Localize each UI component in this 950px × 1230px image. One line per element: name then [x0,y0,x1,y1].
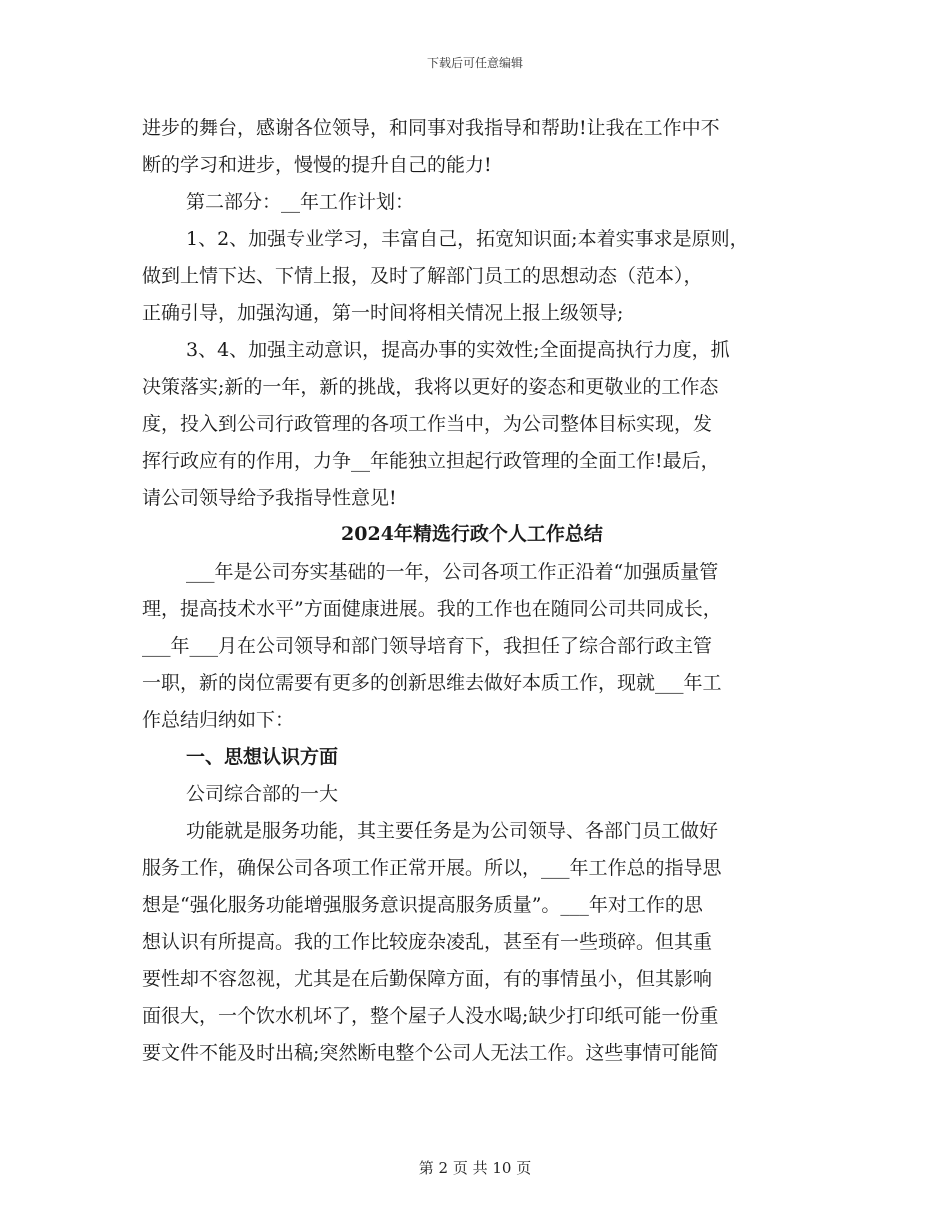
page-header-note: 下载后可任意编辑 [426,56,523,70]
text-line: 一职，新的岗位需要有更多的创新思维去做好本质工作，现就___年工 [142,672,722,694]
text-line: 请公司领导给予我指导性意见! [142,487,397,509]
text-line: 决策落实;新的一年，新的挑战，我将以更好的姿态和更敬业的工作态 [142,376,719,398]
subsection-heading: 一、思想认识方面 [186,746,339,768]
section-heading: 第二部分：__年工作计划： [186,191,415,213]
text-line: 进步的舞台，感谢各位领导，和同事对我指导和帮助!让我在工作中不 [142,117,720,139]
text-line: 面很大，一个饮水机坏了，整个屋子人没水喝;缺少打印纸可能一份重 [142,1005,719,1027]
text-line: 度，投入到公司行政管理的各项工作当中，为公司整体目标实现，发 [142,413,713,435]
document-title: 2024年精选行政个人工作总结 [341,523,603,545]
text-line: 做到上情下达、下情上报，及时了解部门员工的思想动态（范本）， [142,265,703,287]
text-line: 断的学习和进步，慢慢的提升自己的能力! [142,154,492,176]
page-number-footer: 第 2 页 共 10 页 [418,1159,532,1177]
text-line: ___年___月在公司领导和部门领导培育下，我担任了综合部行政主管 [142,635,713,657]
text-line: 要文件不能及时出稿;突然断电整个公司人无法工作。这些事情可能简 [142,1042,719,1064]
text-line: 服务工作，确保公司各项工作正常开展。所以，___年工作总的指导思 [142,857,722,879]
text-line: 挥行政应有的作用，力争__年能独立担起行政管理的全面工作!最后， [142,450,720,472]
text-line: 想是“强化服务功能增强服务意识提高服务质量”。___年对工作的思 [142,894,703,916]
text-line: 想认识有所提高。我的工作比较庞杂凌乱，甚至有一些琐碎。但其重 [142,931,713,953]
text-line: 理，提高技术水平”方面健康进展。我的工作也在随同公司共同成长， [142,598,722,620]
text-line: 功能就是服务功能，其主要任务是为公司领导、各部门员工做好 [186,820,719,842]
text-line: 1、2、加强专业学习，丰富自己，拓宽知识面;本着实事求是原则， [186,228,749,250]
text-line: 要性却不容忽视，尤其是在后勤保障方面，有的事情虽小，但其影响 [142,968,713,990]
text-line: 公司综合部的一大 [186,783,339,805]
text-line: 正确引导，加强沟通，第一时间将相关情况上报上级领导; [142,302,624,324]
text-line: 3、4、加强主动意识，提高办事的实效性;全面提高执行力度，抓 [186,339,730,361]
text-line: ___年是公司夯实基础的一年，公司各项工作正沿着“加强质量管 [186,561,719,583]
text-line: 作总结归纳如下： [142,709,295,731]
